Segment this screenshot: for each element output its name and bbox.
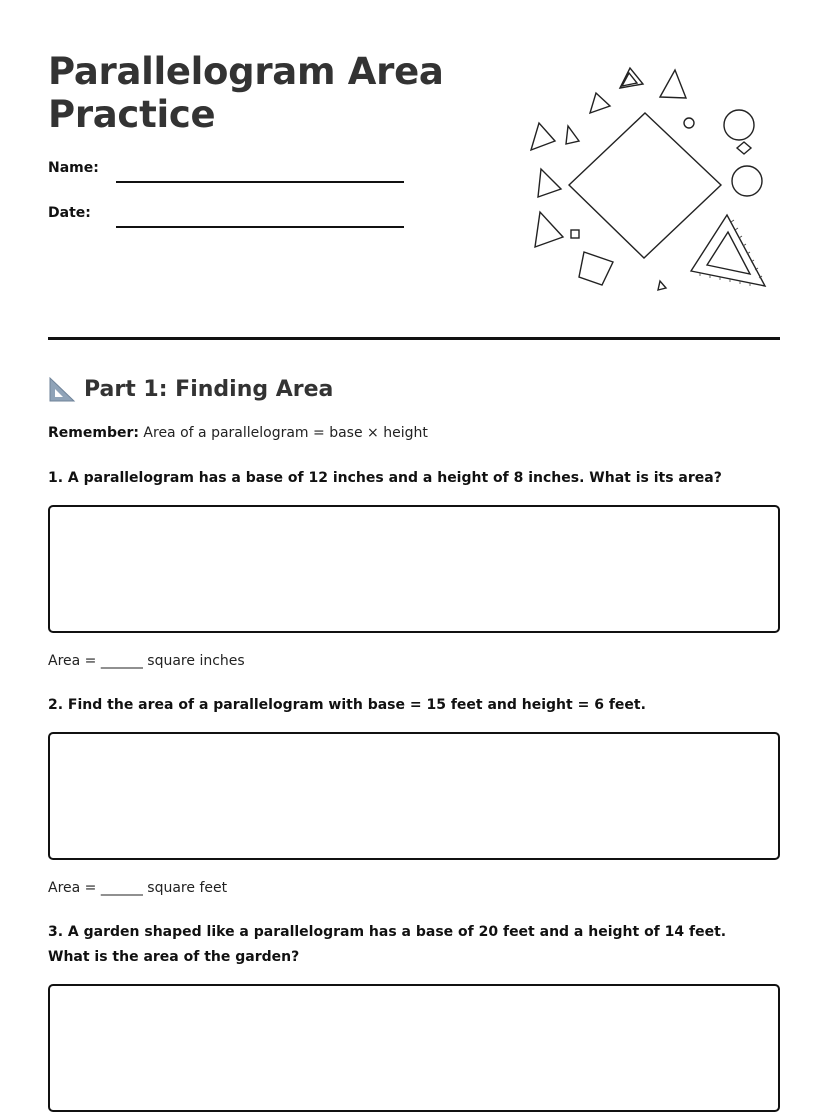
set-square-shape <box>691 215 765 286</box>
remember-note <box>48 425 428 441</box>
name-label: Name: <box>48 160 99 176</box>
question-3: 3. A garden shaped like a parallelogram has a base of 20 feet and a height of 14 feet. What is the area of the garden? <box>48 924 727 965</box>
tiny-square-shape <box>571 230 579 238</box>
question-2: 2. Find the area of a parallelogram with base = 15 feet and height = 6 feet. <box>48 697 646 713</box>
question-1: 1. A parallelogram has a base of 12 inches and a height of 8 inches. What is its area? <box>48 470 722 486</box>
header-divider <box>48 337 780 340</box>
section-heading <box>48 372 333 406</box>
page-title-line-1: Parallelogram Area <box>48 50 444 93</box>
tiny-triangle-shape <box>658 281 666 290</box>
name-field[interactable] <box>116 181 404 183</box>
area-answer-line-2: Area = ______ square feet <box>48 880 228 896</box>
triangle-shape <box>566 126 579 144</box>
circle-shape <box>724 110 754 140</box>
answer-box-1[interactable] <box>48 505 780 633</box>
tilted-square-shape <box>579 252 613 285</box>
triangle-shape <box>538 169 561 197</box>
date-field[interactable] <box>116 226 404 228</box>
triangle-shape <box>660 70 686 98</box>
remember-label: Remember: <box>48 425 139 441</box>
date-label: Date: <box>48 205 91 221</box>
tiny-diamond-shape <box>737 142 751 154</box>
answer-box-3[interactable] <box>48 984 780 1112</box>
remember-formula: Area of a parallelogram = base × height <box>143 425 428 441</box>
set-square-icon <box>48 375 76 403</box>
triangle-shape <box>531 123 555 150</box>
page-title <box>48 50 468 136</box>
circle-shape <box>732 166 762 196</box>
answer-box-2[interactable] <box>48 732 780 860</box>
triangle-shape <box>535 212 563 247</box>
large-diamond-shape <box>569 113 721 258</box>
page-title-line-2: Practice <box>48 93 216 136</box>
small-circle-shape <box>684 118 694 128</box>
section-title: Part 1: Finding Area <box>84 376 334 402</box>
triangle-shape <box>590 93 610 113</box>
geometric-shapes-illustration <box>508 58 780 320</box>
area-answer-line-1: Area = ______ square inches <box>48 653 245 669</box>
